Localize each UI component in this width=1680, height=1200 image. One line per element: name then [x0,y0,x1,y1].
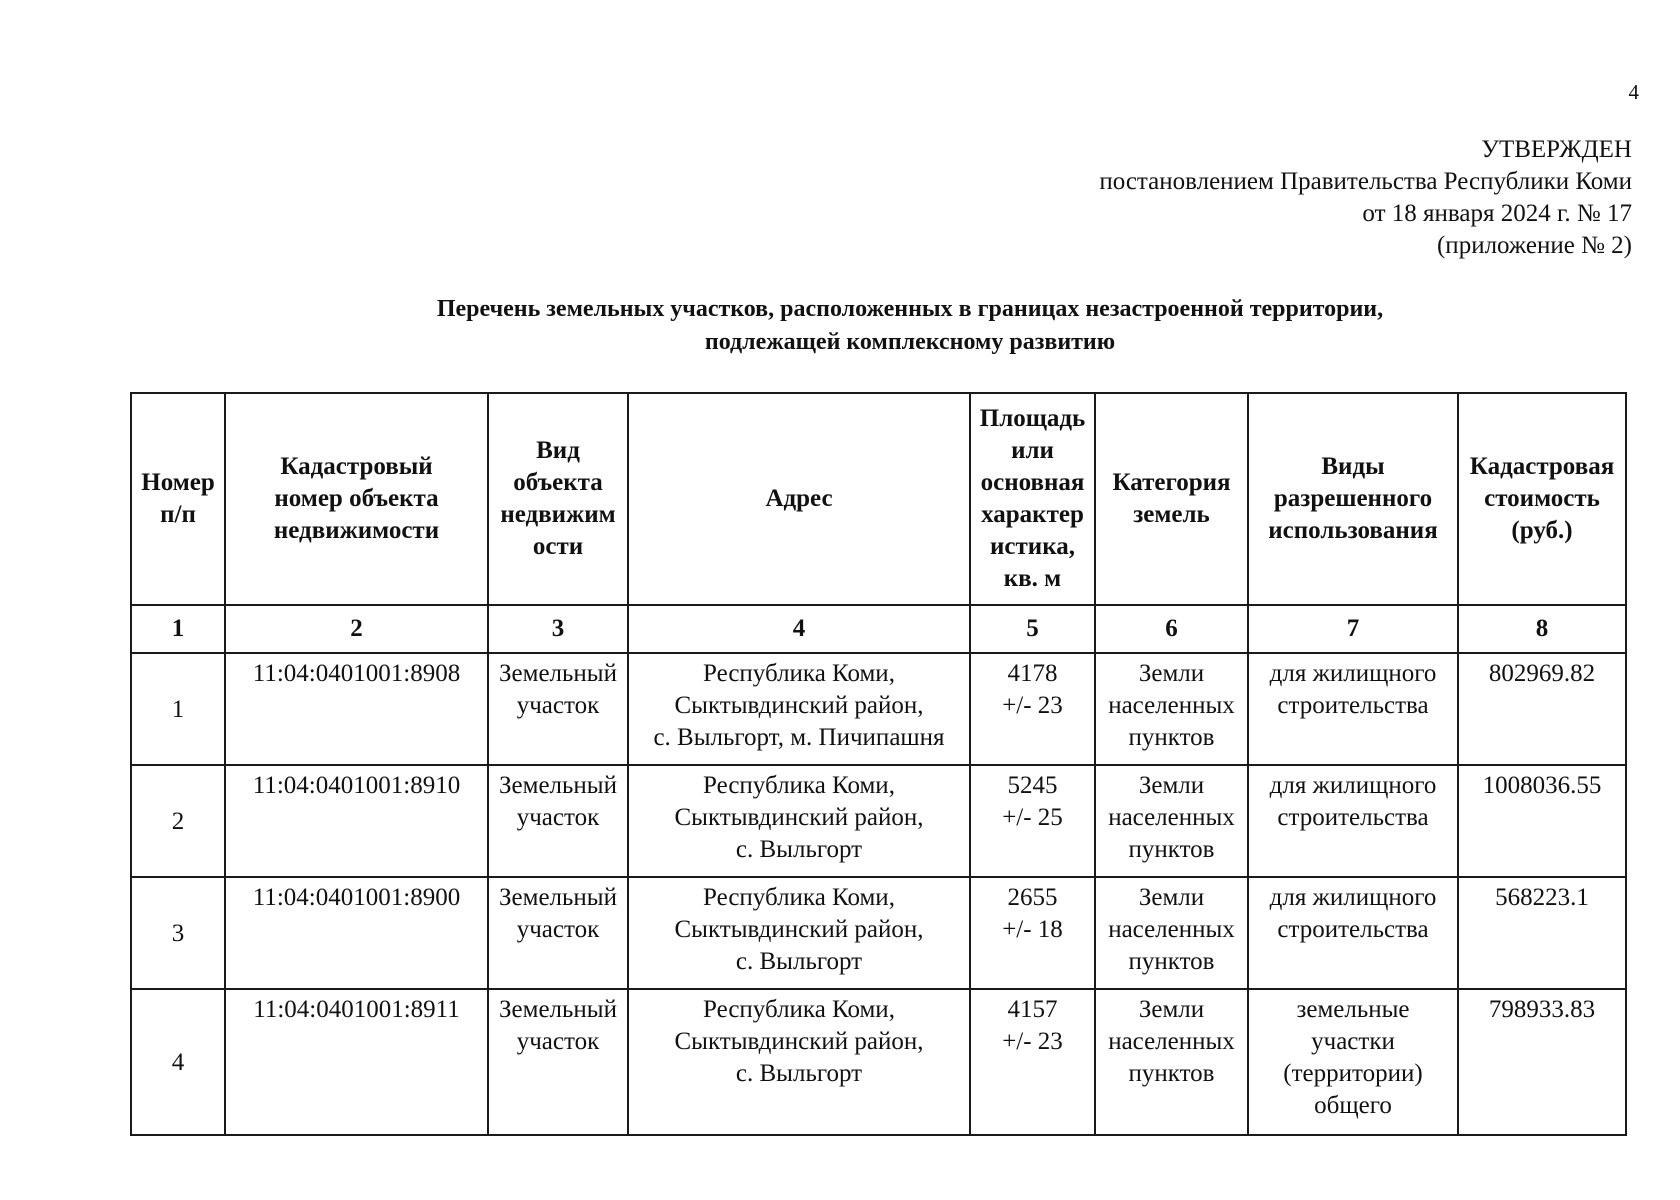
column-number: 1 [131,605,225,653]
table-row [131,653,1626,765]
column-number-row [131,605,1626,653]
land-category: Земли населенных пунктов [1095,877,1248,989]
approval-stamp [1099,134,1632,262]
permitted-use: для жилищного строительства [1248,877,1458,989]
column-number: 5 [970,605,1095,653]
approval-appendix: (приложение № 2) [1436,232,1632,259]
header-area: Площадь или основная характер истика, кв. м [970,393,1095,605]
cadastral-cost: 798933.83 [1458,989,1626,1135]
land-category: Земли населенных пунктов [1095,653,1248,765]
header-number: Номер п/п [131,393,225,605]
cadastral-number: 11:04:0401001:8900 [225,877,488,989]
permitted-use: для жилищного строительства [1248,653,1458,765]
cadastral-cost: 802969.82 [1458,653,1626,765]
header-cadastral-cost: Кадастровая стоимость (руб.) [1458,393,1626,605]
approval-decree: постановлением Правительства Республики Коми [1099,168,1632,195]
row-number: 2 [131,765,225,877]
area: 4157 +/- 23 [970,989,1095,1135]
table-row [131,989,1626,1135]
table-row [131,765,1626,877]
object-type: Земельный участок [488,653,628,765]
approval-title: УТВЕРЖДЕН [1481,136,1632,163]
cadastral-number: 11:04:0401001:8908 [225,653,488,765]
area: 2655 +/- 18 [970,877,1095,989]
land-category: Земли населенных пунктов [1095,989,1248,1135]
header-cadastral-number: Кадастровый номер объекта недвижимости [225,393,488,605]
cadastral-cost: 568223.1 [1458,877,1626,989]
header-address: Адрес [628,393,970,605]
document-title [260,293,1560,359]
area: 4178 +/- 23 [970,653,1095,765]
column-number: 7 [1248,605,1458,653]
object-type: Земельный участок [488,877,628,989]
row-number: 1 [131,653,225,765]
approval-date: от 18 января 2024 г. № 17 [1362,200,1632,227]
address: Республика Коми, Сыктывдинский район, с. Выльгорт [628,989,970,1135]
header-object-type: Вид объекта недвижим ости [488,393,628,605]
column-number: 6 [1095,605,1248,653]
header-permitted-use: Виды разрешенного использования [1248,393,1458,605]
cadastral-number: 11:04:0401001:8911 [225,989,488,1135]
area: 5245 +/- 25 [970,765,1095,877]
address: Республика Коми, Сыктывдинский район, с. Выльгорт, м. Пичипашня [628,653,970,765]
table-row [131,877,1626,989]
column-number: 4 [628,605,970,653]
permitted-use: земельные участки (территории) общего [1248,989,1458,1135]
land-category: Земли населенных пунктов [1095,765,1248,877]
address: Республика Коми, Сыктывдинский район, с. Выльгорт [628,877,970,989]
cadastral-cost: 1008036.55 [1458,765,1626,877]
address: Республика Коми, Сыктывдинский район, с. Выльгорт [628,765,970,877]
page-number: 4 [1628,80,1639,104]
title-line-2: подлежащей комплексному развитию [704,329,1116,355]
row-number: 4 [131,989,225,1135]
object-type: Земельный участок [488,765,628,877]
column-number: 3 [488,605,628,653]
cadastral-number: 11:04:0401001:8910 [225,765,488,877]
header-row [131,393,1626,605]
row-number: 3 [131,877,225,989]
column-number: 2 [225,605,488,653]
land-plots-table [130,392,1627,1136]
permitted-use: для жилищного строительства [1248,765,1458,877]
title-line-1: Перечень земельных участков, расположенных в границах незастроенной территории, [436,296,1384,322]
object-type: Земельный участок [488,989,628,1135]
column-number: 8 [1458,605,1626,653]
header-land-category: Категория земель [1095,393,1248,605]
